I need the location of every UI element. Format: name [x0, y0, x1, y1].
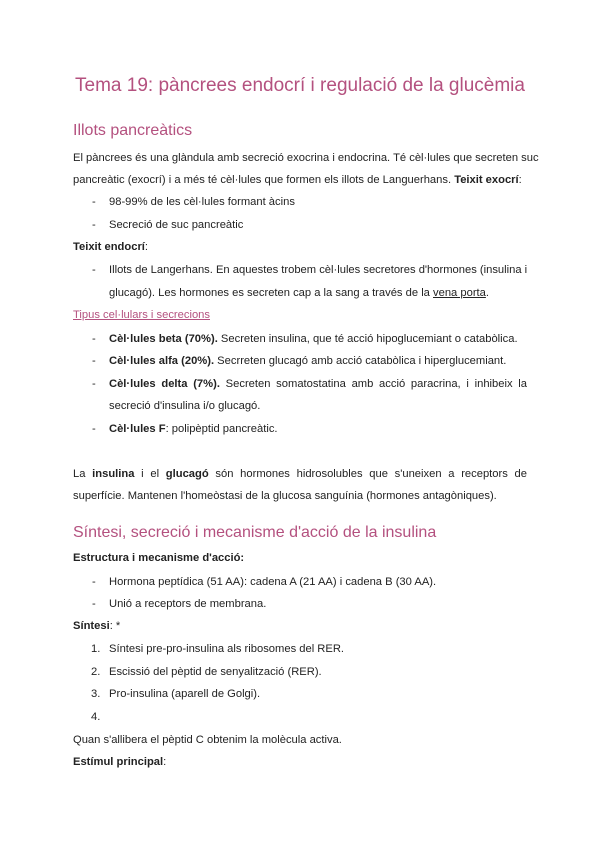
- list-item-continuation: secreció d'insulina i/o glucagó.: [109, 400, 261, 412]
- step-number: 4.: [91, 711, 101, 723]
- bullet-dash: -: [92, 264, 96, 276]
- list-item: Secreció de suc pancreàtic: [109, 219, 244, 231]
- list-item: Hormona peptídica (51 AA): cadena A (21 AA) i cadena B (30 AA).: [109, 576, 437, 588]
- list-item-f-cells: Cèl·lules F: polipèptid pancreàtic.: [109, 423, 278, 435]
- synthesis-label-line: Síntesi: *: [73, 620, 121, 632]
- list-item-alpha-cells: Cèl·lules alfa (20%). Secrreten glucagó amb acció catabòlica i hiperglucemiant.: [109, 355, 507, 367]
- list-item: Illots de Langerhans. En aquestes trobem cèl·lules secretores d'hormones (insulina i: [109, 264, 528, 276]
- synthesis-step: Síntesi pre-pro-insulina als ribosomes del RER.: [109, 643, 345, 655]
- bullet-dash: -: [92, 423, 96, 435]
- endocrine-label-line: Teixit endocrí:: [73, 241, 149, 253]
- bullet-dash: -: [92, 598, 96, 610]
- bullet-dash: -: [92, 219, 96, 231]
- synthesis-label: Síntesi: [73, 620, 110, 632]
- bullet-dash: -: [92, 576, 96, 588]
- step-number: 2.: [91, 666, 101, 678]
- synthesis-step: Pro-insulina (aparell de Golgi).: [109, 688, 261, 700]
- list-item-continuation: glucagó). Les hormones es secreten cap a la sang a través de la vena porta.: [109, 287, 489, 299]
- list-item-beta-cells: Cèl·lules beta (70%). Secreten insulina, que té acció hipoglucemiant o catabòlica.: [109, 333, 518, 345]
- list-item: 98-99% de les cèl·lules formant àcins: [109, 196, 295, 208]
- bullet-dash: -: [92, 196, 96, 208]
- structure-label: Estructura i mecanisme d'acció:: [73, 552, 245, 564]
- bullet-dash: -: [92, 378, 96, 390]
- section-heading-illots: Illots pancreàtics: [73, 122, 193, 139]
- hormones-paragraph-line-2: superfície. Mantenen l'homeòstasi de la glucosa sanguínia (hormones antagòniques).: [73, 490, 497, 502]
- hormones-paragraph-line-1: La insulina i el glucagó són hormones hidrosolubles que s'uneixen a receptors de: [73, 468, 527, 480]
- step-number: 3.: [91, 688, 101, 700]
- intro-line-2: pancreàtic (exocrí) i a més té cèl·lules que formen els illots de Languerhans. Teixit exocrí:: [73, 174, 522, 186]
- bullet-dash: -: [92, 355, 96, 367]
- section-heading-insulina: Síntesi, secreció i mecanisme d'acció de la insulina: [73, 524, 437, 541]
- bullet-dash: -: [92, 333, 96, 345]
- list-item: Unió a receptors de membrana.: [109, 598, 267, 610]
- cell-types-link[interactable]: Tipus cel·lulars i secrecions: [73, 309, 210, 321]
- endocrine-label: Teixit endocrí: [73, 241, 145, 253]
- stimulus-label: Estímul principal: [73, 756, 164, 768]
- vena-porta-link[interactable]: vena porta: [433, 287, 486, 299]
- page-title: Tema 19: pàncrees endocrí i regulació de la glucèmia: [75, 75, 525, 96]
- step-number: 1.: [91, 643, 101, 655]
- cell-types-heading: [73, 308, 527, 322]
- intro-line-1: El pàncrees és una glàndula amb secreció exocrina i endocrina. Té cèl·lules que secreten suc: [73, 152, 539, 164]
- list-item-delta-cells: Cèl·lules delta (7%). Secreten somatostatina amb acció paracrina, i inhibeix la: [109, 378, 527, 390]
- synthesis-step: Escissió del pèptid de senyalització (RER).: [109, 666, 322, 678]
- stimulus-label-line: Estímul principal:: [73, 756, 167, 768]
- exocrine-label: Teixit exocrí: [454, 174, 519, 186]
- peptide-c-line: Quan s'allibera el pèptid C obtenim la molècula activa.: [73, 734, 342, 746]
